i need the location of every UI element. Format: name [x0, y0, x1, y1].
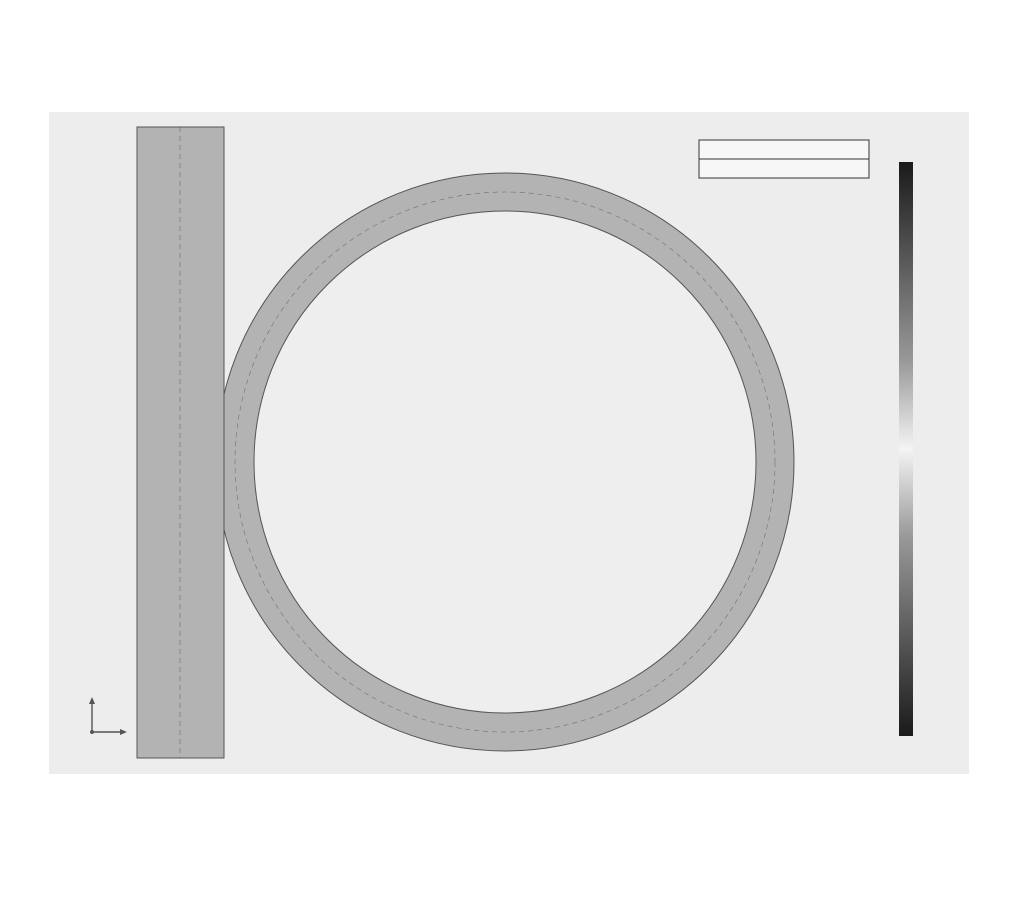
annotation-box [699, 140, 869, 178]
bus-waveguide [137, 127, 224, 758]
axis-triad [89, 697, 127, 735]
colorbar-gradient [899, 162, 913, 736]
field-plot [49, 112, 969, 774]
ring-inner [254, 211, 756, 713]
